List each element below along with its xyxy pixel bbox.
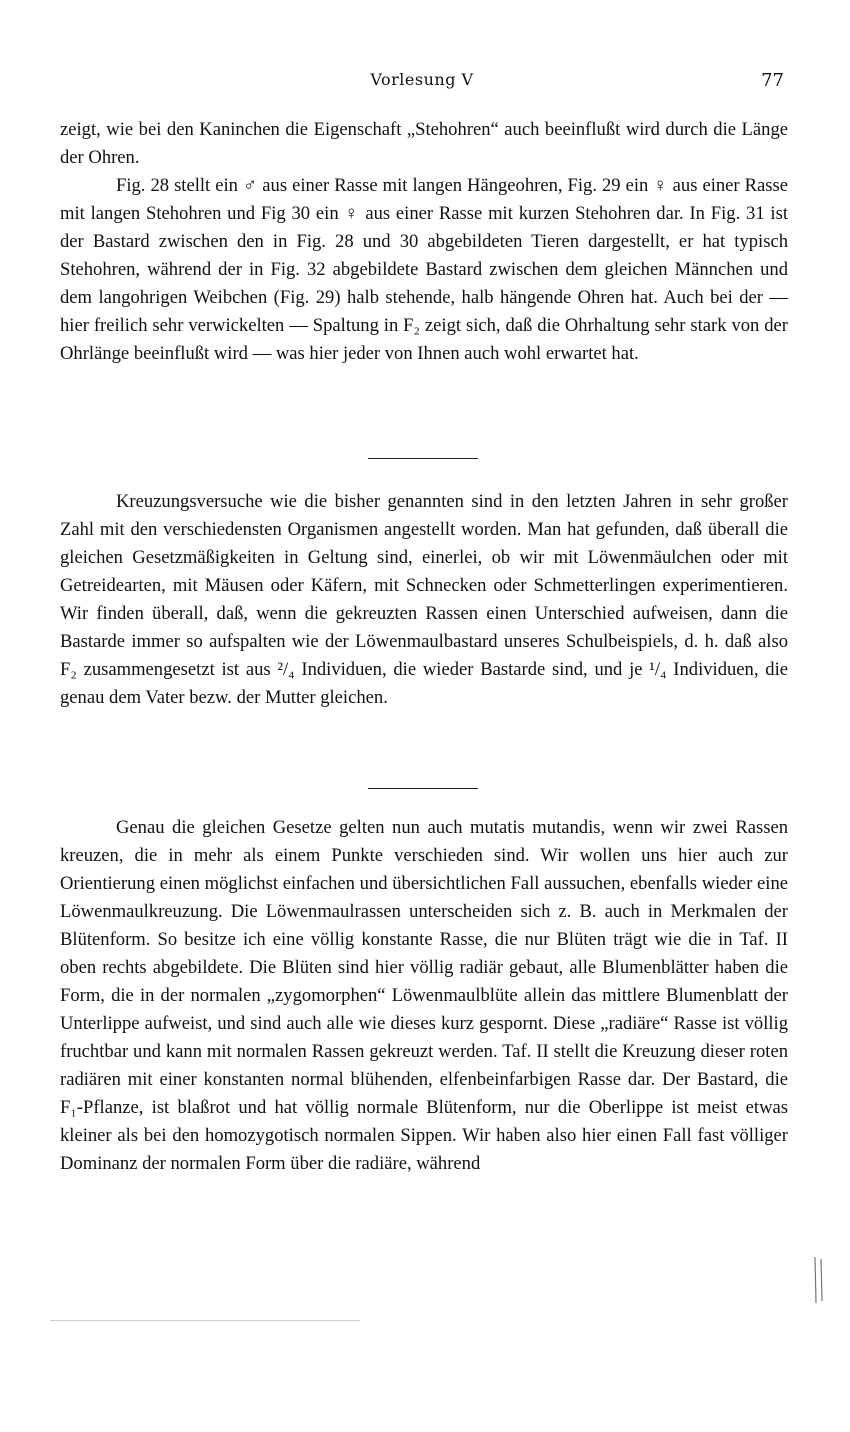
section-divider: [368, 788, 478, 789]
section-divider: [368, 458, 478, 459]
running-title: Vorlesung V: [370, 70, 474, 89]
paragraph-dihybrid-cross: Genau die gleichen Gesetze gelten nun auch mutatis mutandis, wenn wir zwei Rassen kreuzen, die in mehr als einem Punkte verschieden sind. Wir wollen uns hier auch zur Orientierung einen möglichst einfachen und übersichtlichen Fall aussuchen, ebenfalls wieder eine Löwenmaulkreuzung. Die Löwenmaulrassen unterscheiden sich z. B. auch in Merkmalen der Blütenform. So besitze ich eine völlig konstante Rasse, die nur Blüten trägt wie die in Taf. II oben rechts abgebildete. Die Blüten sind hier völlig radiär gebaut, alle Blumenblätter haben die Form, die in der normalen „zygomorphen“ Löwenmaulblüte allein das mittlere Blumenblatt der Unterlippe aufweist, und sind auch alle wie dieses kurz gespornt. Diese „radiäre“ Rasse ist völlig fruchtbar und kann mit normalen Rassen gekreuzt werden. Taf. II stellt die Kreuzung dieser roten radiären mit einer konstanten normal blühenden, elfenbeinfarbigen Rasse dar. Der Bastard, die F₁-Pflanze, ist blaßrot und hat völlig normale Blütenform, nur die Oberlippe ist meist etwas kleiner als bei den homozygotisch normalen Sippen. Wir haben also hier einen Fall fast völliger Dominanz der normalen Form über die radiäre, während: [60, 817, 788, 1174]
paragraph-continuation: zeigt, wie bei den Kaninchen die Eigenschaft „Stehohren“ auch beeinflußt wird durch die Länge der Ohren.: [60, 119, 788, 168]
page-edge-shadow: [50, 1320, 360, 1321]
margin-pencil-mark: [812, 1255, 826, 1305]
page-header: [60, 70, 784, 96]
page-number: 77: [761, 70, 784, 91]
paragraph-crossing-experiments: Kreuzungsversuche wie die bisher genannten sind in den letzten Jahren in sehr großer Zahl mit den verschiedensten Organismen angestellt worden. Man hat gefunden, daß überall die gleichen Gesetzmäßigkeiten in Geltung sind, einerlei, ob wir mit Löwenmäulchen oder mit Getreidearten, mit Mäusen oder Käfern, mit Schnecken oder Schmetterlingen experimentieren. Wir finden überall, daß, wenn die gekreuzten Rassen einen Unterschied aufweisen, dann die Bastarde immer so aufspalten wie der Löwenmaulbastard unseres Schulbeispiels, d. h. daß also F₂ zusammengesetzt ist aus ²/₄ Individuen, die wieder Bastarde sind, und je ¹/₄ Individuen, die genau dem Vater bezw. der Mutter gleichen.: [60, 491, 788, 708]
paragraph-rabbit-figures: Fig. 28 stellt ein ♂ aus einer Rasse mit langen Hängeohren, Fig. 29 ein ♀ aus einer Rasse mit langen Stehohren und Fig 30 ein ♀ aus einer Rasse mit kurzen Stehohren dar. In Fig. 31 ist der Bastard zwischen den in Fig. 28 und 30 abgebildeten Tieren dargestellt, er hat typisch Stehohren, während der in Fig. 32 abgebildete Bastard zwischen dem gleichen Männchen und dem langohrigen Weibchen (Fig. 29) halb stehende, halb hängende Ohren hat. Auch bei der — hier freilich sehr verwickelten — Spaltung in F₂ zeigt sich, daß die Ohrhaltung sehr stark von der Ohrlänge beeinflußt wird — was hier jeder von Ihnen auch wohl erwartet hat.: [60, 175, 788, 364]
